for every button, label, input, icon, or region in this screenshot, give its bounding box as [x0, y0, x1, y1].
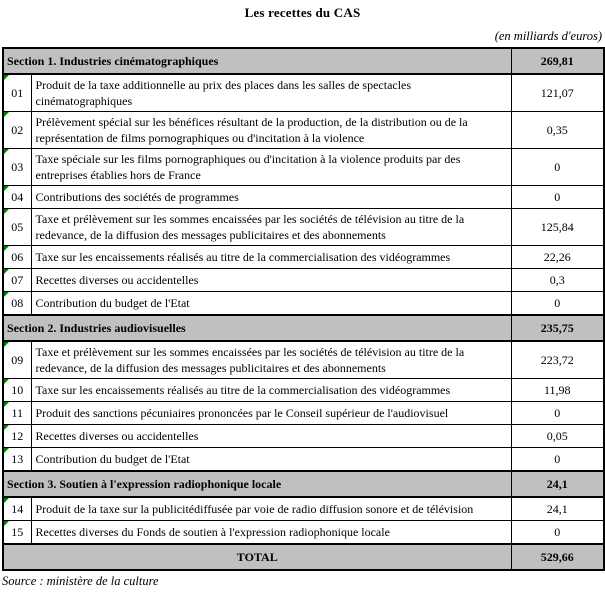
section-label-cell: Section 3. Soutien à l'expression radiophonique locale: [3, 471, 511, 497]
row-number: 03: [11, 160, 24, 174]
description-cell: Taxe et prélèvement sur les sommes encaissées par les sociétés de télévision au titre de la redevance, de la diffusion des messages publicitaires et des abonnements: [31, 209, 511, 246]
row-number: 04: [11, 190, 24, 204]
description-cell: Contribution du budget de l'Etat: [31, 292, 511, 316]
green-corner-marker-icon: [4, 269, 9, 274]
value-cell: 0,35: [511, 112, 604, 149]
value-cell: 0: [511, 402, 604, 425]
page-title: Les recettes du CAS: [244, 5, 361, 20]
row-number: 02: [11, 123, 24, 137]
row-number: 08: [11, 296, 24, 310]
value-cell: 0,3: [511, 269, 604, 292]
row-number-cell: [3, 269, 31, 292]
total-row: [3, 544, 604, 570]
value-cell: 529,66: [511, 544, 604, 570]
value-cell: 269,81: [511, 48, 604, 74]
item-row: [3, 521, 604, 545]
row-number-cell: [3, 521, 31, 545]
row-number-cell: [3, 292, 31, 316]
green-corner-marker-icon: [4, 246, 9, 251]
item-row: [3, 246, 604, 269]
description-cell: Recettes diverses ou accidentelles: [31, 425, 511, 448]
green-corner-marker-icon: [4, 292, 9, 297]
item-row: [3, 341, 604, 379]
row-number: 01: [11, 86, 24, 100]
item-row: [3, 112, 604, 149]
value-cell: 0: [511, 448, 604, 472]
value-cell: 223,72: [511, 341, 604, 379]
row-number: 06: [11, 250, 24, 264]
row-number: 09: [11, 353, 24, 367]
recettes-cas-table: [2, 47, 605, 571]
green-corner-marker-icon: [4, 149, 9, 154]
item-row: [3, 497, 604, 521]
value-cell: 0,05: [511, 425, 604, 448]
row-number: 11: [11, 406, 24, 420]
section-label-cell: Section 1. Industries cinématographiques: [3, 48, 511, 74]
description-cell: Taxe sur les encaissements réalisés au titre de la commercialisation des vidéogrammes: [31, 246, 511, 269]
description-cell: Recettes diverses ou accidentelles: [31, 269, 511, 292]
value-cell: 22,26: [511, 246, 604, 269]
row-number-cell: [3, 74, 31, 112]
section-row: [3, 48, 604, 74]
unit-note: (en milliards d'euros): [494, 29, 602, 43]
value-cell: 24,1: [511, 497, 604, 521]
item-row: [3, 379, 604, 402]
row-number: 13: [11, 452, 24, 466]
row-number: 05: [11, 220, 24, 234]
description-cell: Recettes diverses du Fonds de soutien à l'expression radiophonique locale: [31, 521, 511, 545]
value-cell: 0: [511, 149, 604, 186]
description-cell: Contributions des sociétés de programmes: [31, 186, 511, 209]
value-cell: 0: [511, 186, 604, 209]
source-note: Source : ministère de la culture: [2, 574, 159, 588]
row-number: 07: [11, 273, 24, 287]
green-corner-marker-icon: [4, 186, 9, 191]
row-number-cell: [3, 341, 31, 379]
green-corner-marker-icon: [4, 448, 9, 453]
section-label-cell: Section 2. Industries audiovisuelles: [3, 315, 511, 341]
description-cell: Produit de la taxe additionnelle au prix des places dans les salles de spectacles cinématographiques: [31, 74, 511, 112]
description-cell: Taxe sur les encaissements réalisés au titre de la commercialisation des vidéogrammes: [31, 379, 511, 402]
green-corner-marker-icon: [4, 112, 9, 117]
section-row: [3, 471, 604, 497]
row-number-cell: [3, 448, 31, 472]
row-number-cell: [3, 402, 31, 425]
section-row: [3, 315, 604, 341]
row-number: 10: [11, 383, 24, 397]
row-number-cell: [3, 246, 31, 269]
description-cell: Prélèvement spécial sur les bénéfices résultant de la production, de la distribution ou de la représentation de films pornographiques ou d'incitation à la violence: [31, 112, 511, 149]
item-row: [3, 269, 604, 292]
total-label-cell: TOTAL: [3, 544, 511, 570]
description-cell: Taxe et prélèvement sur les sommes encaissées par les sociétés de télévision au titre de la redevance, de la diffusion des messages publicitaires et des abonnements: [31, 341, 511, 379]
row-number-cell: [3, 497, 31, 521]
green-corner-marker-icon: [4, 498, 9, 503]
item-row: [3, 186, 604, 209]
row-number-cell: [3, 149, 31, 186]
green-corner-marker-icon: [4, 209, 9, 214]
row-number-cell: [3, 209, 31, 246]
green-corner-marker-icon: [4, 402, 9, 407]
row-number-cell: [3, 425, 31, 448]
value-cell: 125,84: [511, 209, 604, 246]
item-row: [3, 425, 604, 448]
row-number-cell: [3, 379, 31, 402]
row-number: 12: [11, 429, 24, 443]
green-corner-marker-icon: [4, 379, 9, 384]
item-row: [3, 209, 604, 246]
description-cell: Taxe spéciale sur les films pornographiques ou d'incitation à la violence produits par des entreprises établies hors de France: [31, 149, 511, 186]
item-row: [3, 292, 604, 316]
table-body: [3, 48, 604, 570]
green-corner-marker-icon: [4, 342, 9, 347]
row-number: 14: [11, 502, 24, 516]
row-number-cell: [3, 112, 31, 149]
value-cell: 0: [511, 292, 604, 316]
green-corner-marker-icon: [4, 425, 9, 430]
item-row: [3, 149, 604, 186]
item-row: [3, 448, 604, 472]
description-cell: Produit des sanctions pécuniaires prononcées par le Conseil supérieur de l'audiovisuel: [31, 402, 511, 425]
row-number: 15: [11, 525, 24, 539]
value-cell: 235,75: [511, 315, 604, 341]
row-number-cell: [3, 186, 31, 209]
item-row: [3, 402, 604, 425]
item-row: [3, 74, 604, 112]
green-corner-marker-icon: [4, 521, 9, 526]
description-cell: Contribution du budget de l'Etat: [31, 448, 511, 472]
description-cell: Produit de la taxe sur la publicitédiffusée par voie de radio diffusion sonore et de télévision: [31, 497, 511, 521]
value-cell: 0: [511, 521, 604, 545]
value-cell: 24,1: [511, 471, 604, 497]
value-cell: 11,98: [511, 379, 604, 402]
green-corner-marker-icon: [4, 75, 9, 80]
value-cell: 121,07: [511, 74, 604, 112]
